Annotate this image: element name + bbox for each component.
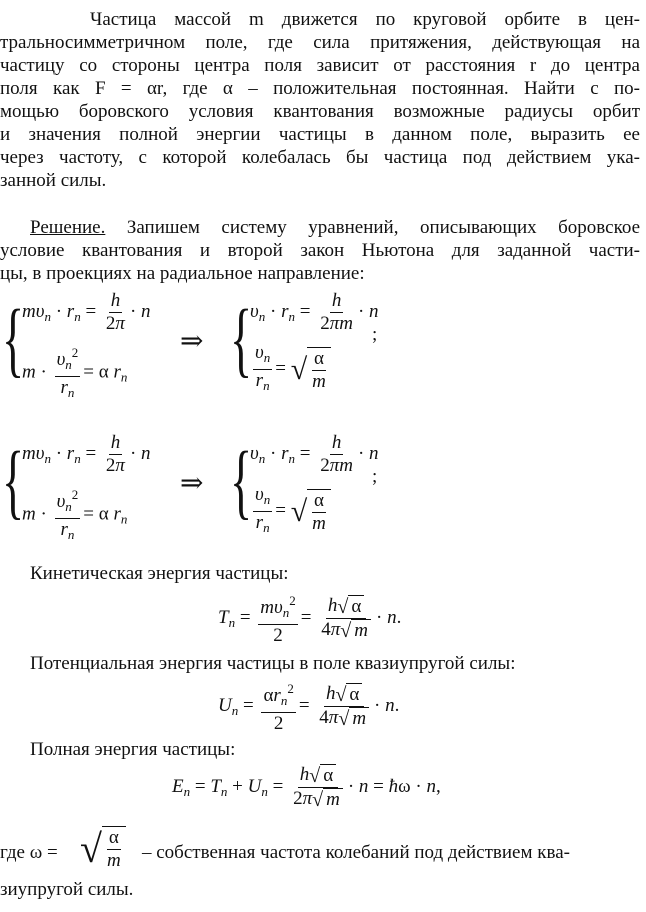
system-1-eq-3: $\upsilon_n \cdot r_n$ = $\frac{h}{2\pi m}$ · n (250, 290, 379, 334)
problem-line-7: через частоту, с которой колебалась бы частица под действием ука- (0, 147, 640, 168)
solution-intro-line-1 (0, 216, 640, 239)
solution-intro (0, 216, 640, 285)
system-2-eq-4: $\frac{\upsilon_n}{r_n}$ = √ $\frac{\alpha}{m}$ (250, 484, 331, 539)
kinetic-heading: Кинетическая энергия частицы: (30, 563, 289, 584)
potential-heading: Потенциальная энергия частицы в поле квазиупругой силы: (30, 653, 516, 674)
problem-line-5: мощью боровского условия квантования возможные радиусы орбит (0, 101, 640, 122)
problem-line-8: занной силы. (0, 170, 107, 191)
problem-line-6: и значения полной энергии частицы в данном поле, выразить ее (0, 124, 640, 145)
right-brace: { (230, 293, 253, 386)
system-2-eq-2: m · $\frac{\upsilon_n^2}{r_n}$ = α $r_n$ (22, 484, 127, 546)
omega-sqrt: √ $\frac{\alpha}{m}$ (80, 826, 126, 872)
system-2-eq-1: $m\upsilon_n \cdot r_n$ = $\frac{h}{2\pi}$ · n (22, 432, 151, 476)
semicolon: ; (372, 466, 378, 487)
system-1-eq-1: $m\upsilon_n \cdot r_n$ = $\frac{h}{2\pi}$ · n (22, 290, 151, 334)
solution-label: Решение. (30, 217, 106, 238)
total-formula: $E_n = T_n + U_n$ = h √ α 2π √ m · n = ħω · n, (172, 764, 441, 811)
equation-system-2 (0, 432, 646, 542)
potential-formula: $U_n$ = $\frac{\alpha r_n^2}{2}$ = h √ α 4π √ m · n. (218, 678, 399, 735)
system-2-eq-3: $\upsilon_n \cdot r_n$ = $\frac{h}{2\pi m}$ · n (250, 432, 379, 476)
omega-last-line: зиупругой силы. (0, 879, 134, 900)
left-brace: { (2, 293, 25, 386)
solution-intro-line-1-rest: Запишем систему уравнений, описывающих боровское (105, 217, 640, 238)
equation-system-1 (0, 290, 646, 400)
kinetic-formula: $T_n$ = $\frac{m\upsilon_n^2}{2}$ = h √ α 4π √ m · n. (218, 590, 401, 647)
problem-line-4: поля как F = αr, где α – положительная постоянная. Найти с по- (0, 78, 640, 99)
problem-line-3: частицу со стороны центра поля зависит от расстояния r до центра (0, 55, 640, 76)
system-1-eq-2: m · $\frac{\upsilon_n^2}{r_n}$ = α $r_n$ (22, 342, 127, 404)
right-brace: { (230, 435, 253, 528)
implies-arrow: ⇒ (180, 326, 204, 357)
problem-statement (0, 8, 640, 192)
problem-line-2: тральносимметричном поле, где сила притяжения, действующая на (0, 32, 640, 53)
problem-line-1: Частица массой m движется по круговой орбите в цен- (90, 9, 640, 30)
left-brace: { (2, 435, 25, 528)
solution-intro-line-3: цы, в проекциях на радиальное направление: (0, 263, 365, 284)
omega-suffix: – собственная частота колебаний под действием ква- (142, 842, 570, 863)
solution-intro-line-2: условие квантования и второй закон Ньютона для заданной части- (0, 240, 640, 261)
semicolon: ; (372, 324, 378, 345)
omega-prefix: где ω = (0, 842, 58, 863)
implies-arrow: ⇒ (180, 468, 204, 499)
system-1-eq-4: $\frac{\upsilon_n}{r_n}$ = √ $\frac{\alpha}{m}$ (250, 342, 331, 397)
total-heading: Полная энергия частицы: (30, 739, 236, 760)
